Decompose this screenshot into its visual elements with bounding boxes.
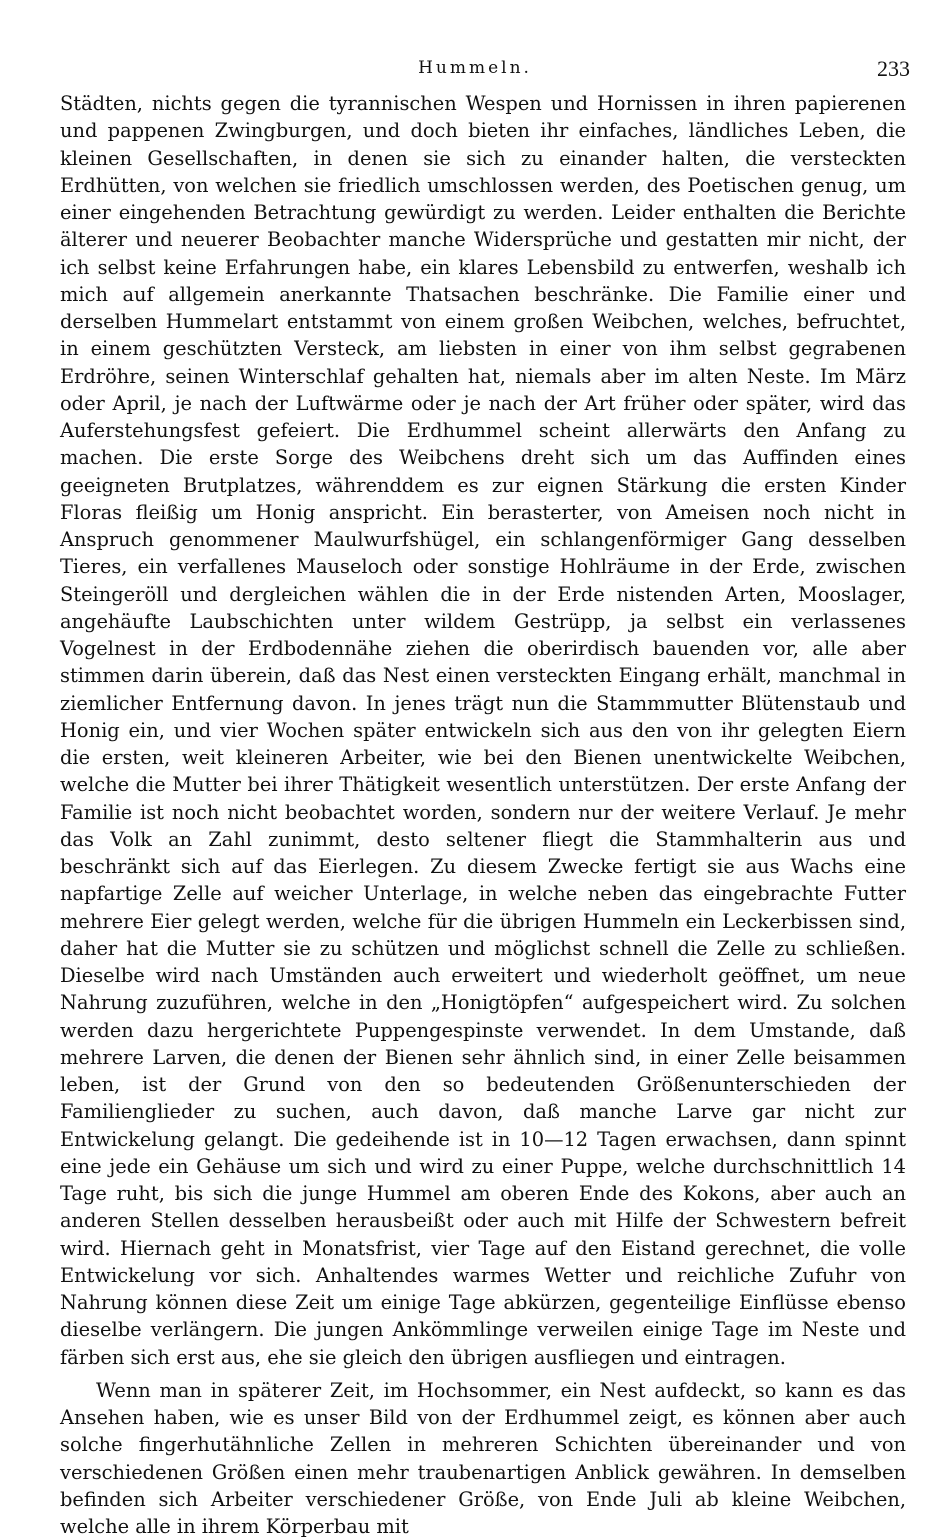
paragraph-1: Städten, nichts gegen die tyrannischen Wespen und Hornissen in ihren papierenen und pappenen Zwingburgen, und doch bieten ihr einfaches, ländliches Leben, die kleinen Gesellschaften, in denen sie sich zu einander halten, die versteckten Erdhütten, von welchen sie friedlich umschlossen werden, des Poetischen genug, um einer eingehenden Betrachtung gewürdigt zu werden. Leider enthalten die Berichte älterer und neuerer Beobachter manche Widersprüche und gestatten mir nicht, der ich selbst keine Erfahrungen habe, ein klares Lebensbild zu entwerfen, weshalb ich mich auf allgemein anerkannte Thatsachen beschränke. Die Familie einer und derselben Hummelart entstammt von einem großen Weibchen, welches, befruchtet, in einem geschützten Versteck, am liebsten in einer von ihm selbst gegrabenen Erdröhre, seinen Winterschlaf gehalten hat, niemals aber im alten Neste. Im März oder April, je nach der Luftwärme oder je nach der Art früher oder später, wird das Auferstehungsfest gefeiert. Die Erdhummel scheint allerwärts den Anfang zu machen. Die erste Sorge des Weibchens dreht sich um das Auffinden eines geeigneten Brutplatzes, währenddem es zur eignen Stärkung die ersten Kinder Floras fleißig um Honig anspricht. Ein berasterter, von Ameisen noch nicht in Anspruch genommener Maulwurfshügel, ein schlangenförmiger Gang desselben Tieres, ein verfallenes Mauseloch oder sonstige Hohlräume in der Erde, zwischen Steingeröll und dergleichen wählen die in der Erde nistenden Arten, Mooslager, angehäufte Laubschichten unter wildem Gestrüpp, ja selbst ein verlassenes Vogelnest in der Erdbodennähe ziehen die oberirdisch bauenden vor, alle aber stimmen darin überein, daß das Nest einen versteckten Eingang erhält, manchmal in ziemlicher Entfernung davon. In jenes trägt nun die Stammmutter Blütenstaub und Honig ein, und vier Wochen später entwickeln sich aus den von ihr gelegten Eiern die ersten, weit kleineren Arbeiter, wie bei den Bienen unentwickelte Weibchen, welche die Mutter bei ihrer Thätigkeit wesentlich unterstützen. Der erste Anfang der Familie ist noch nicht beobachtet worden, sondern nur der weitere Verlauf. Je mehr das Volk an Zahl zunimmt, desto seltener fliegt die Stammhalterin aus und beschränkt sich auf das Eierlegen. Zu diesem Zwecke fertigt sie aus Wachs eine napfartige Zelle auf weicher Unterlage, in welche neben das eingebrachte Futter mehrere Eier gelegt werden, welche für die übrigen Hummeln ein Leckerbissen sind, daher hat die Mutter sie zu schützen und möglichst schnell die Zelle zu schließen. Dieselbe wird nach Umständen auch erweitert und wiederholt geöffnet, um neue Nahrung zuzuführen, welche in den „Honigtöpfen“ aufgespeichert wird. Zu solchen werden dazu hergerichtete Puppengespinste verwendet. In dem Umstande, daß mehrere Larven, die denen der Bienen sehr ähnlich sind, in einer Zelle beisammen leben, ist der Grund von den so bedeutenden Größenunterschieden der Familienglieder zu suchen, auch davon, daß manche Larve gar nicht zur Entwickelung gelangt. Die gedeihende ist in 10—12 Tagen erwachsen, dann spinnt eine jede ein Gehäuse um sich und wird zu einer Puppe, welche durchschnittlich 14 Tage ruht, bis sich die junge Hummel am oberen Ende des Kokons, aber auch an anderen Stellen desselben herausbeißt oder auch mit Hilfe der Schwestern befreit wird. Hiernach geht in Monatsfrist, vier Tage auf den Eistand gerechnet, die volle Entwickelung vor sich. Anhaltendes warmes Wetter und reichliche Zufuhr von Nahrung können diese Zeit um einige Tage abkürzen, gegenteilige Einflüsse ebenso dieselbe verlängern. Die jungen Ankömmlinge verweilen einige Tage im Neste und färben sich erst aus, ehe sie gleich den übrigen ausfliegen und eintragen.	[60, 92, 906, 1369]
page-number: 233	[877, 56, 910, 81]
body-text	[60, 90, 906, 1540]
paragraph-2: Wenn man in späterer Zeit, im Hochsommer, ein Nest aufdeckt, so kann es das Ansehen haben, wie es unser Bild von der Erdhummel zeigt, es können aber auch solche fingerhutähnliche Zellen in mehreren Schichten übereinander und von verschiedenen Größen einen mehr traubenartigen Anblick gewähren. In demselben befinden sich Arbeiter verschiedener Größe, von Ende Juli ab kleine Weibchen, welche alle in ihrem Körperbau mit	[60, 1378, 906, 1538]
running-title: Hummeln.	[418, 58, 532, 78]
running-head	[40, 52, 910, 88]
